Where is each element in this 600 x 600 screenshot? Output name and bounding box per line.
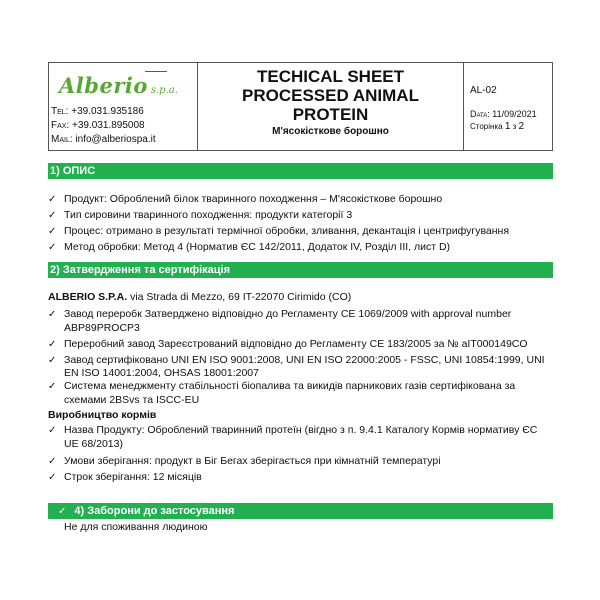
check-icon: ✓ [48,456,57,467]
tel-label: Tel: [51,106,69,117]
check-icon: ✓ [48,472,57,483]
check-icon: ✓ [48,242,57,253]
fax-label: Fax: [51,120,70,131]
check-icon: ✓ [48,226,57,237]
check-icon: ✓ [48,381,57,392]
item-text: Система менеджменту стабільності біопалива та викидів парникових газів сертифікована за [64,380,516,392]
contact-tel [51,106,144,117]
section-2-item [48,308,511,321]
page-of: з [512,122,517,131]
logo-rule [145,71,167,72]
feed-item [48,471,202,484]
section-1-item [48,209,352,222]
feed-heading: Виробництво кормів [48,409,157,421]
section-1-heading: 1) ОПИС [48,163,553,179]
check-icon: ✓ [58,506,67,517]
tel-value: +39.031.935186 [71,106,144,117]
title-line-1: TECHICAL SHEET [256,67,405,86]
section-2-item [48,380,515,393]
section-2-heading: 2) Затвердження та сертифікація [48,262,553,278]
item-text: Умови зберігання: продукт в Біг Бегах зберігається при кімнатній температурі [64,455,441,467]
item-text: Процес: отримано в результаті термічної обробки, зливання, декантація і центрифугування [64,225,510,237]
item-text: Строк зберігання: 12 місяців [64,471,202,483]
title-line-3: PROTEIN [292,105,369,124]
check-icon: ✓ [48,210,57,221]
logo-brand: Alberio [59,73,148,98]
document-date [470,109,537,119]
item-text: Метод обробки: Метод 4 (Норматив ЄС 142/2011, Додаток IV, Розділ III, лист D) [64,241,451,253]
section-1-item [48,225,509,238]
fax-value: +39.031.895008 [72,120,145,131]
item-text: Назва Продукту: Оброблений тваринний протеїн (вігдно з п. 9.4.1 Каталогу Кормів нормативу ЄС [64,424,538,436]
item-text: Продукт: Оброблений білок тваринного походження – М'ясокісткове борошно [64,193,443,205]
check-icon: ✓ [48,355,57,366]
section-1-item [48,241,450,254]
section-1-item [48,193,442,206]
section-2-item [48,338,528,351]
date-label: Data: [470,109,490,119]
item-text: Переробний завод Зареєстрований відповідно до Регламенту CE 183/2005 за № aIT000149CO [64,338,528,350]
check-icon: ✓ [48,339,57,350]
header-table [48,62,553,151]
feed-item [48,424,537,437]
section-4-title: 4) Заборони до застосування [74,505,235,517]
page-word: Сторінка [470,122,503,131]
section-4-text: Не для споживання людиною [64,521,208,533]
mail-value[interactable]: info@alberiospa.it [75,134,156,145]
document-code: AL-02 [470,85,497,96]
check-icon: ✓ [48,309,57,320]
page-number: 1 [504,121,511,132]
item-continuation: схемами 2BSvs та ISCC-EU [64,394,200,406]
title-line-2: PROCESSED ANIMAL [242,86,419,105]
header-logo-cell [49,63,198,150]
header-title-cell [198,63,464,150]
item-continuation: UE 68/2013) [64,438,123,450]
header-meta-cell [464,63,552,150]
company-line [48,291,351,304]
item-continuation: ABP89PROCP3 [64,322,140,334]
page-indicator [470,121,524,132]
item-continuation: EN ISO 14001:2004, OHSAS 18001:2007 [64,367,259,379]
item-text: Завод переробк Затверджено відповідно до Регламенту CE 1069/2009 with approval number [64,308,512,320]
check-icon: ✓ [48,425,57,436]
company-logo [59,73,178,98]
item-text: Завод сертифіковано UNI EN ISO 9001:2008, UNI EN ISO 22000:2005 - FSSC, UNI 10854:1999, UNI [64,354,545,366]
page-total: 2 [518,121,525,132]
section-2-item [48,354,545,367]
company-name: ALBERIO S.P.A. [48,291,128,303]
feed-item [48,455,441,468]
company-address: via Strada di Mezzo, 69 IT-22070 Cirimido (CO) [130,291,352,303]
contact-mail [51,134,156,145]
date-value: 11/09/2021 [492,109,537,119]
logo-suffix: s.p.a. [150,85,178,96]
check-icon: ✓ [48,194,57,205]
document-subtitle: М'ясокісткове борошно [272,126,389,137]
contact-fax [51,120,145,131]
mail-label: Mail: [51,134,73,145]
section-4-heading [48,503,553,519]
item-text: Тип сировини тваринного походження: продукти категорії 3 [64,209,353,221]
